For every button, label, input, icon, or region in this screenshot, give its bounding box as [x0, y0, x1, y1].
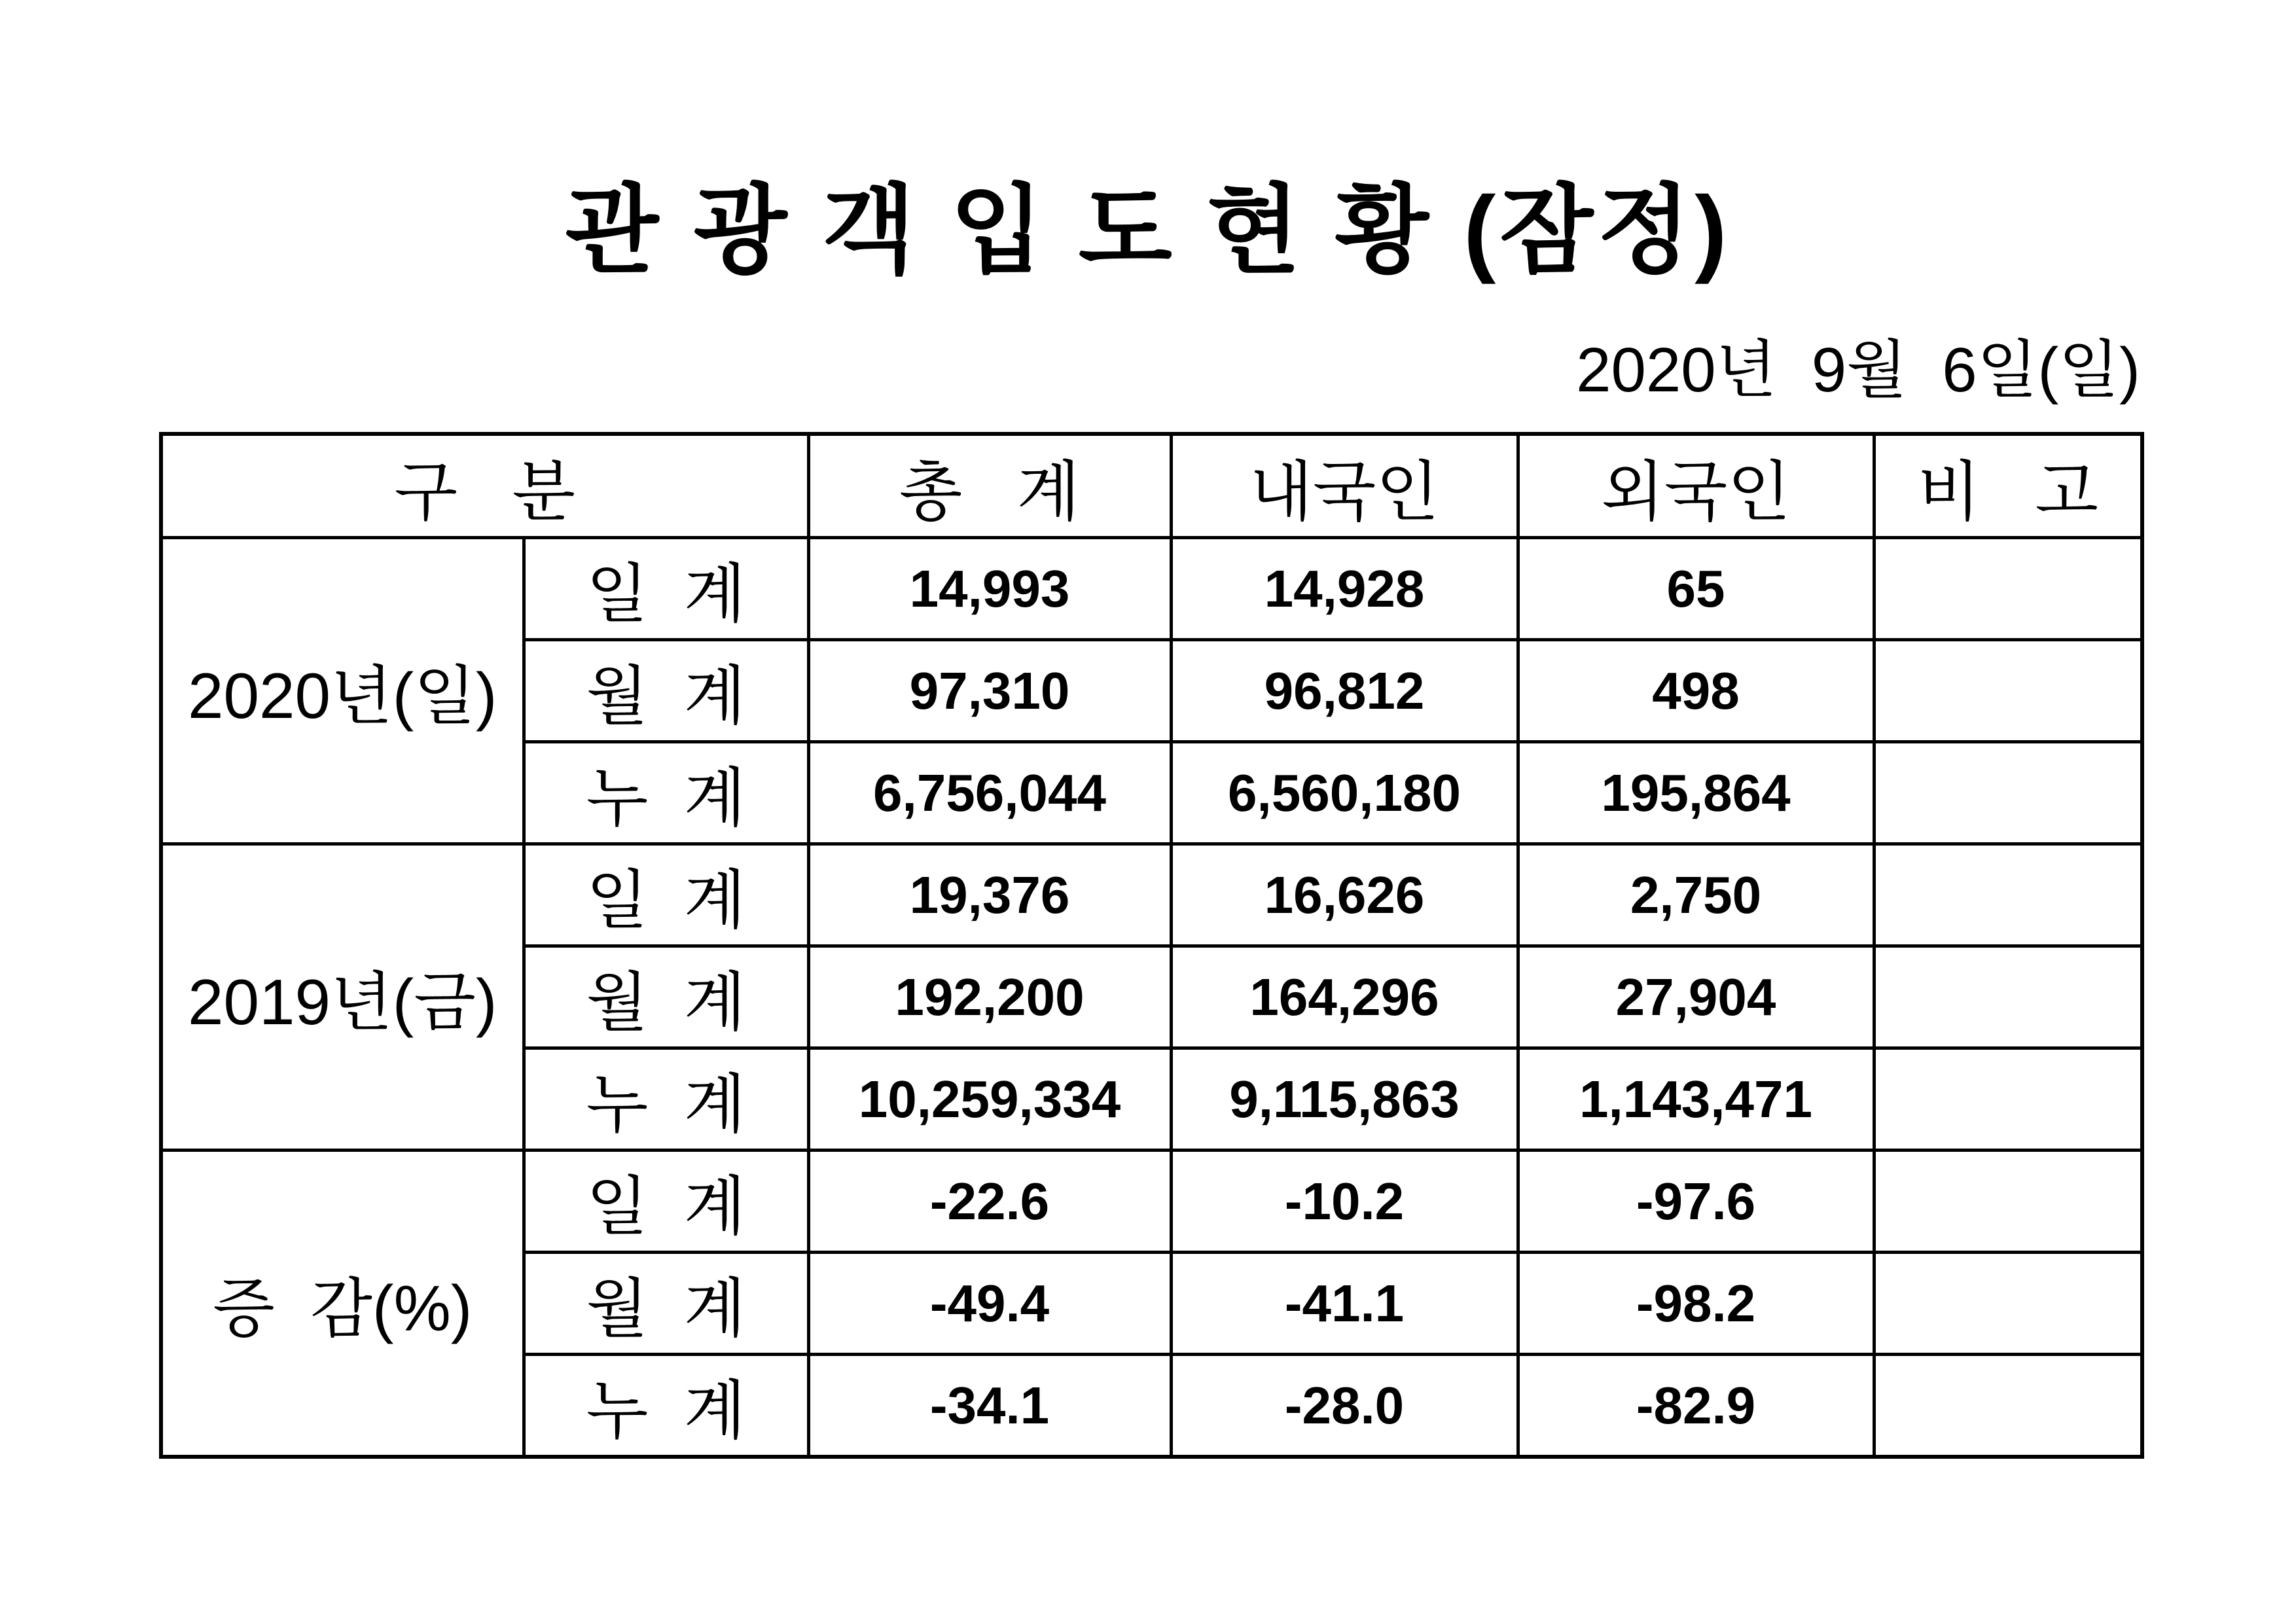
row-label-daily: 일 계	[524, 538, 808, 640]
table-header-row	[161, 434, 2142, 538]
value-foreign: 27,904	[1518, 946, 1874, 1048]
value-domestic: -28.0	[1171, 1355, 1518, 1457]
row-label-cumulative: 누 계	[524, 1048, 808, 1150]
row-label-daily: 일 계	[524, 844, 808, 946]
value-domestic: 6,560,180	[1171, 742, 1518, 844]
note-cell	[1874, 1253, 2142, 1355]
value-domestic: 16,626	[1171, 844, 1518, 946]
group-label-2020: 2020년(일)	[161, 538, 524, 844]
value-foreign: -98.2	[1518, 1253, 1874, 1355]
header-foreign: 외국인	[1518, 434, 1874, 538]
value-total: 19,376	[808, 844, 1171, 946]
header-category: 구 분	[161, 434, 808, 538]
value-domestic: -10.2	[1171, 1150, 1518, 1253]
value-total: -22.6	[808, 1150, 1171, 1253]
value-foreign: 195,864	[1518, 742, 1874, 844]
value-foreign: 498	[1518, 640, 1874, 742]
row-label-daily: 일 계	[524, 1150, 808, 1253]
note-cell	[1874, 538, 2142, 640]
value-domestic: -41.1	[1171, 1253, 1518, 1355]
header-domestic: 내국인	[1171, 434, 1518, 538]
row-label-monthly: 월 계	[524, 1253, 808, 1355]
value-total: 6,756,044	[808, 742, 1171, 844]
value-total: 14,993	[808, 538, 1171, 640]
value-foreign: 2,750	[1518, 844, 1874, 946]
value-total: 10,259,334	[808, 1048, 1171, 1150]
note-cell	[1874, 1150, 2142, 1253]
note-cell	[1874, 1048, 2142, 1150]
report-date: 2020년 9월 6일(일)	[1576, 335, 2140, 405]
value-domestic: 164,296	[1171, 946, 1518, 1048]
note-cell	[1874, 742, 2142, 844]
table-row	[161, 538, 2142, 640]
value-total: -49.4	[808, 1253, 1171, 1355]
value-domestic: 14,928	[1171, 538, 1518, 640]
value-domestic: 96,812	[1171, 640, 1518, 742]
note-cell	[1874, 844, 2142, 946]
table-row	[161, 1150, 2142, 1253]
row-label-monthly: 월 계	[524, 946, 808, 1048]
group-label-2019: 2019년(금)	[161, 844, 524, 1150]
header-total: 총 계	[808, 434, 1171, 538]
note-cell	[1874, 1355, 2142, 1457]
row-label-cumulative: 누 계	[524, 1355, 808, 1457]
value-foreign: -82.9	[1518, 1355, 1874, 1457]
value-domestic: 9,115,863	[1171, 1048, 1518, 1150]
value-foreign: 1,143,471	[1518, 1048, 1874, 1150]
note-cell	[1874, 946, 2142, 1048]
table-row	[161, 844, 2142, 946]
value-total: 97,310	[808, 640, 1171, 742]
tourist-arrival-table	[159, 432, 2144, 1459]
value-total: -34.1	[808, 1355, 1171, 1457]
header-note: 비 고	[1874, 434, 2142, 538]
group-label-change-pct: 증 감(%)	[161, 1150, 524, 1457]
note-cell	[1874, 640, 2142, 742]
row-label-monthly: 월 계	[524, 640, 808, 742]
value-foreign: 65	[1518, 538, 1874, 640]
page-title: 관 광 객 입 도 현 황 (잠정)	[565, 177, 1731, 285]
value-foreign: -97.6	[1518, 1150, 1874, 1253]
row-label-cumulative: 누 계	[524, 742, 808, 844]
value-total: 192,200	[808, 946, 1171, 1048]
